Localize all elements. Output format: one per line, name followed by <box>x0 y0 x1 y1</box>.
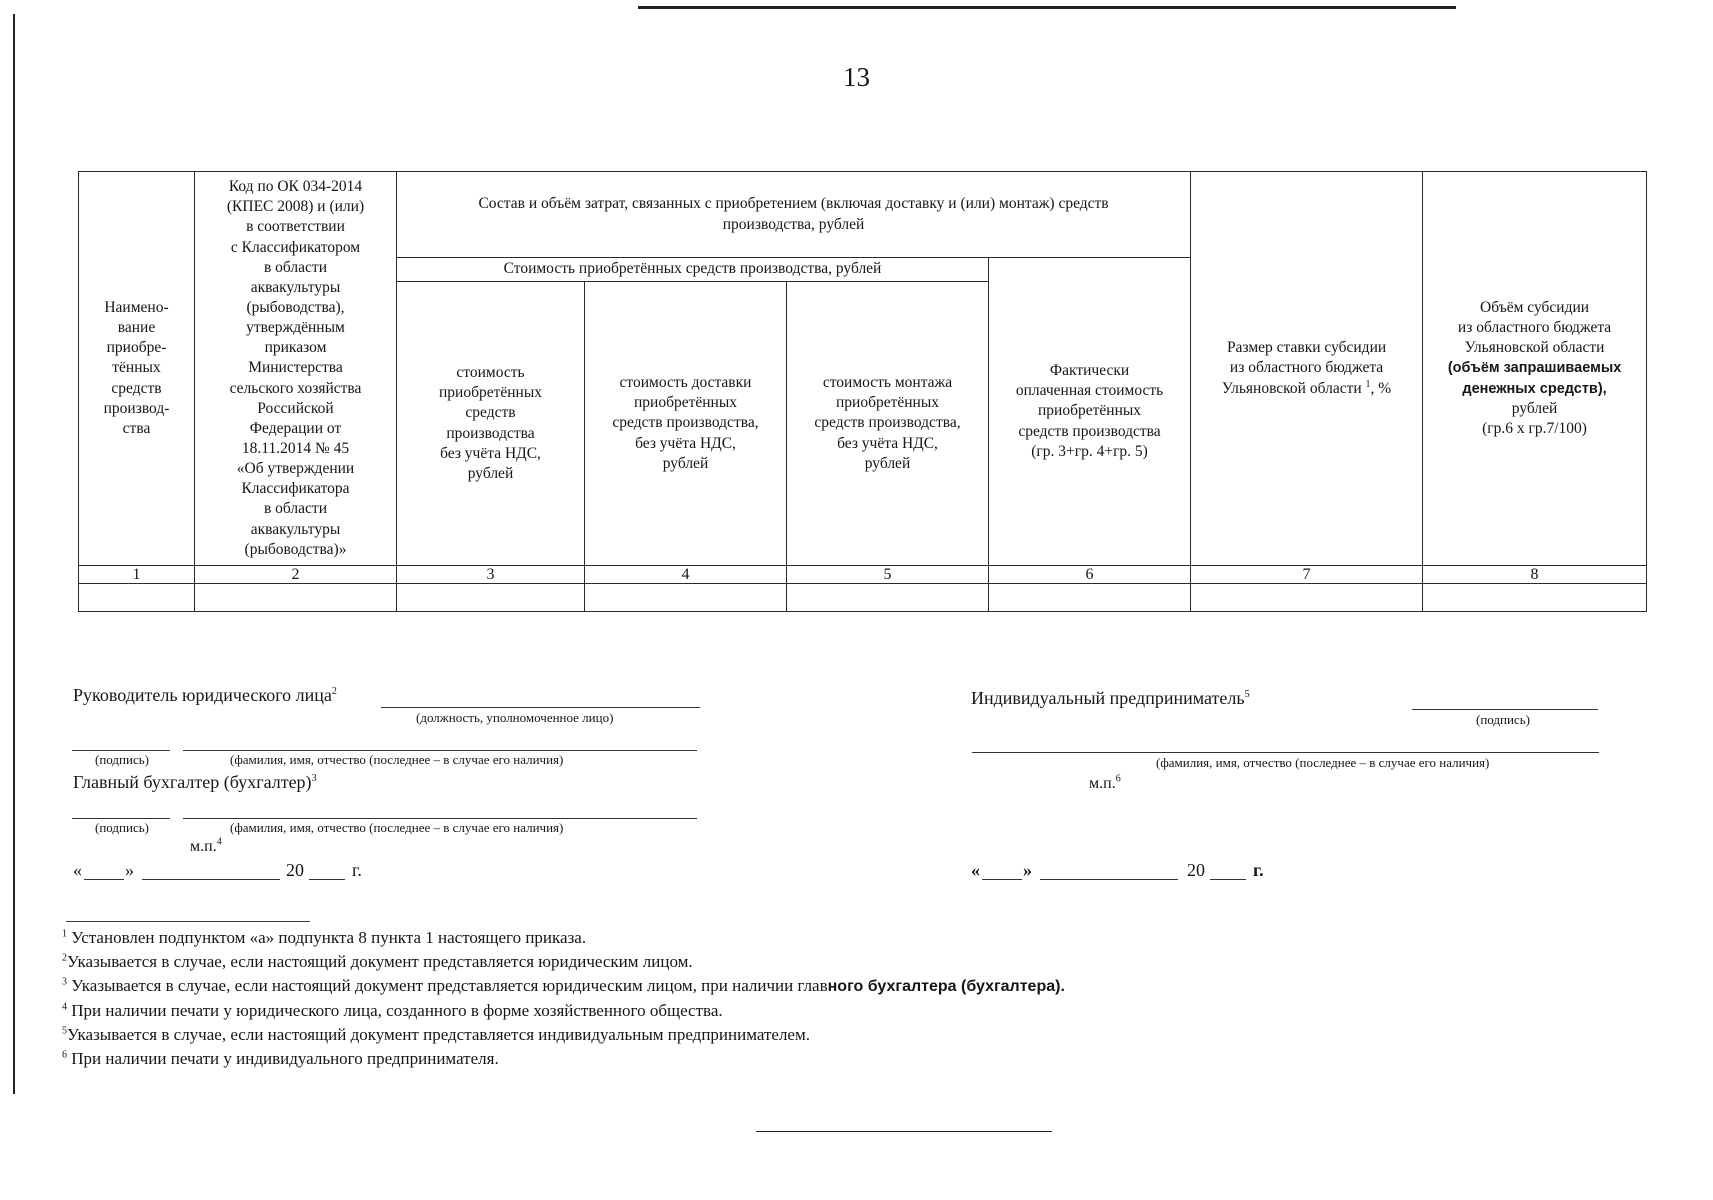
col2-header <box>195 172 397 566</box>
entrepreneur-signature-line[interactable] <box>1412 709 1598 710</box>
accountant-signature-caption: (подпись) <box>95 820 149 835</box>
header-line: аквакультуры <box>250 520 341 538</box>
entrepreneur-fio-line[interactable] <box>972 752 1599 753</box>
col1-header <box>79 172 195 566</box>
date-close-right: » <box>1023 860 1032 880</box>
header-line: 18.11.2014 № 45 <box>241 439 350 457</box>
col-number: 8 <box>1423 566 1647 584</box>
footnote-4: $^4$ При наличии печати у юридического лица, созданного в форме хозяйственного общества. <box>62 1001 723 1020</box>
col-number: 3 <box>397 566 585 584</box>
col8-header: Объём субсидии из областного бюджета Ульяновской области (объём запрашиваемых денежных средств), рублей (гр.6 х гр.7/100) <box>1423 172 1647 566</box>
year-suffix-right: г. <box>1253 860 1264 880</box>
head-fio-line[interactable] <box>183 750 697 751</box>
header-line: рублей <box>467 464 514 482</box>
header-line: утверждённым <box>246 319 345 337</box>
accountant-fio-line[interactable] <box>183 818 697 819</box>
head-signature-line[interactable] <box>72 750 170 751</box>
day-line-right[interactable] <box>982 879 1022 880</box>
page-number: 13 <box>843 62 870 92</box>
header-line: без учёта НДС, <box>440 444 541 462</box>
stamp-left: м.п.$^4$ <box>190 836 222 855</box>
date-open-left: « <box>73 860 82 880</box>
empty-cell[interactable] <box>79 584 195 612</box>
header-line: Состав и объём затрат, связанных с приобретением (включая доставку и (или) монтаж) средств <box>478 195 1109 213</box>
header-line: приобретённых <box>438 384 542 402</box>
footnote-6: $^6$ При наличии печати у индивидуального предпринимателя. <box>62 1049 499 1068</box>
position-line[interactable] <box>381 707 700 708</box>
subsidy-table <box>78 171 1647 612</box>
footnote-3: $^3$ Указывается в случае, если настоящий документ представляется юридическим лицом, при наличии главного бухгалтера (бухгалтера). <box>62 976 1065 995</box>
entrepreneur-fio-caption: (фамилия, имя, отчество (последнее – в случае его наличия) <box>1156 755 1490 770</box>
header-line: средств <box>465 404 516 422</box>
footnote-separator <box>66 921 310 922</box>
header-line: средств <box>111 379 162 397</box>
header-line: средств производства, <box>814 414 961 432</box>
left-margin-rule <box>13 14 15 1094</box>
year-prefix-left: 20 <box>286 860 304 880</box>
header-line: без учёта НДС, <box>837 434 938 452</box>
header-line: средств производства, <box>612 414 759 432</box>
header-line: (КПЕС 2008) и (или) <box>226 198 365 216</box>
header-line: приобретённых <box>633 394 737 412</box>
empty-cell[interactable] <box>1191 584 1423 612</box>
stamp-right: м.п.$^6$ <box>1089 773 1121 792</box>
header-line: приобретённых <box>1038 402 1142 420</box>
col-number: 1 <box>79 566 195 584</box>
date-close-left: » <box>125 860 134 880</box>
header-line: (гр. 3+гр. 4+гр. 5) <box>1031 442 1148 460</box>
header-line: аквакультуры <box>250 278 341 296</box>
header-line: рублей <box>662 454 709 472</box>
head-fio-caption: (фамилия, имя, отчество (последнее – в случае его наличия) <box>230 752 564 767</box>
col3-header <box>397 282 585 566</box>
header-line: без учёта НДС, <box>635 434 736 452</box>
bottom-rule <box>756 1131 1052 1132</box>
position-caption: (должность, уполномоченное лицо) <box>416 710 614 725</box>
empty-cell[interactable] <box>195 584 397 612</box>
year-prefix-right: 20 <box>1187 860 1205 880</box>
header-line: тённых <box>112 359 161 377</box>
col-number: 4 <box>585 566 787 584</box>
header-line: в области <box>263 500 327 518</box>
header-line: Классификатора <box>241 480 350 498</box>
footnote-2: $^2$Указывается в случае, если настоящий документ представляется юридическим лицом. <box>62 952 693 971</box>
year-line-right[interactable] <box>1210 879 1246 880</box>
header-line: Код по ОК 034-2014 <box>228 178 363 196</box>
header-line: ства <box>122 419 151 437</box>
empty-cell[interactable] <box>1423 584 1647 612</box>
entrepreneur-label: Индивидуальный предприниматель$^5$ <box>971 688 1250 708</box>
header-line: в области <box>263 258 327 276</box>
empty-cell[interactable] <box>397 584 585 612</box>
accountant-signature-line[interactable] <box>72 818 170 819</box>
header-line: Министерства <box>248 359 343 377</box>
header-line: (рыбоводства)» <box>244 540 347 558</box>
header-line: рублей <box>864 454 911 472</box>
header-line: приказом <box>264 339 327 357</box>
cost-group-header <box>397 172 1191 258</box>
header-line: оплаченная стоимость <box>1015 382 1164 400</box>
month-line-right[interactable] <box>1040 879 1178 880</box>
header-line: (рыбоводства), <box>246 299 345 316</box>
col6-header <box>989 258 1191 566</box>
header-line: Федерации от <box>249 419 342 437</box>
accountant-label: Главный бухгалтер (бухгалтер)$^3$ <box>73 772 317 792</box>
day-line-left[interactable] <box>84 879 124 880</box>
header-line: приобре- <box>106 339 167 357</box>
header-line: Российской <box>257 399 334 417</box>
empty-cell[interactable] <box>989 584 1191 612</box>
footnote-5: $^5$Указывается в случае, если настоящий документ представляется индивидуальным предпринимателем. <box>62 1025 810 1044</box>
header-line: «Об утверждении <box>236 460 355 478</box>
empty-data-row <box>79 584 1647 612</box>
footnote-1: $^1$ Установлен подпунктом «а» подпункта 8 пункта 1 настоящего приказа. <box>62 928 587 947</box>
header-line: стоимость доставки <box>619 374 752 392</box>
accountant-fio-caption: (фамилия, имя, отчество (последнее – в случае его наличия) <box>230 820 564 835</box>
col-number: 7 <box>1191 566 1423 584</box>
date-open-right: « <box>971 860 980 880</box>
header-line: с Классификатором <box>230 238 361 256</box>
header-line: сельского хозяйства <box>229 379 362 397</box>
head-signature-caption: (подпись) <box>95 752 149 767</box>
col7-header: Размер ставки субсидии из областного бюджета Ульяновской области $^1$, % <box>1191 172 1423 566</box>
header-line: средств производства <box>1018 422 1161 440</box>
empty-cell[interactable] <box>585 584 787 612</box>
header-line: производства <box>446 424 535 442</box>
header-line: Фактически <box>1049 362 1130 380</box>
col-number: 5 <box>787 566 989 584</box>
col-number: 6 <box>989 566 1191 584</box>
header-line: производства, рублей <box>722 215 865 233</box>
header-line: стоимость <box>456 364 525 382</box>
subgroup-header: Стоимость приобретённых средств производства, рублей <box>397 258 989 282</box>
empty-cell[interactable] <box>787 584 989 612</box>
header-line: вание <box>117 319 156 337</box>
entrepreneur-signature-caption: (подпись) <box>1476 712 1530 727</box>
col5-header <box>787 282 989 566</box>
top-rule <box>638 6 1456 9</box>
header-line: Наимено- <box>104 299 169 316</box>
header-line: стоимость монтажа <box>822 374 953 392</box>
head-label: Руководитель юридического лица$^2$ <box>73 685 337 705</box>
month-line-left[interactable] <box>142 879 280 880</box>
header-line: в соответствии <box>246 218 345 236</box>
col-number: 2 <box>195 566 397 584</box>
footnotes <box>62 926 1065 1071</box>
header-line: приобретённых <box>835 394 939 412</box>
year-suffix-left: г. <box>352 860 362 880</box>
col4-header <box>585 282 787 566</box>
year-line-left[interactable] <box>309 879 345 880</box>
header-line: производ- <box>103 399 170 417</box>
